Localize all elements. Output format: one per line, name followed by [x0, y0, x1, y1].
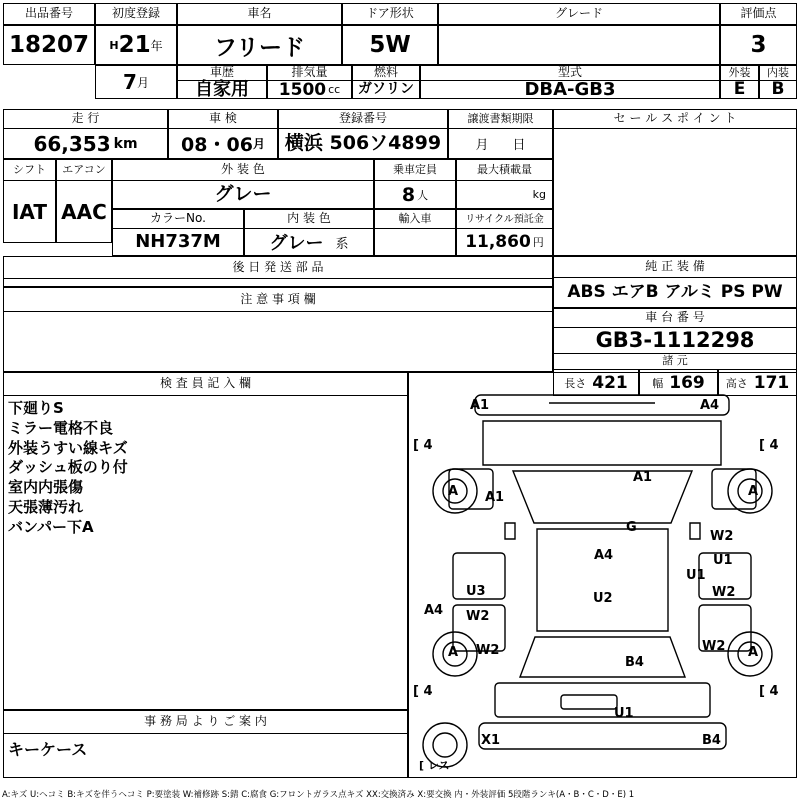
shaken-value: 08・06	[181, 134, 253, 156]
displacement-value: 1500	[278, 79, 327, 100]
caution-value	[3, 312, 553, 372]
aircon-label: エアコン	[56, 159, 112, 181]
interior-grade-value: B	[759, 81, 797, 99]
damage-mark: U1	[713, 553, 733, 568]
damage-mark: [ 4	[413, 684, 433, 699]
grade-value	[438, 25, 720, 65]
first-reg-value	[95, 25, 177, 65]
damage-mark: A1	[485, 490, 505, 505]
shaken-value-cell	[168, 129, 278, 159]
damage-mark: U1	[614, 706, 634, 721]
equipment-label: 純 正 装 備	[553, 256, 797, 278]
displacement-value-cell	[267, 81, 352, 99]
damage-mark: A4	[594, 548, 614, 563]
first-reg-month: 7	[123, 70, 137, 94]
first-reg-year-unit: 年	[150, 38, 163, 53]
door-value: 5W	[342, 25, 438, 65]
car-name-value: フリード	[177, 25, 342, 65]
exterior-color-label: 外 装 色	[112, 159, 374, 181]
damage-mark: [ 4	[413, 438, 433, 453]
lot-value: 18207	[3, 25, 95, 65]
first-reg-era: H	[109, 38, 119, 52]
interior-color-value: グレー	[269, 233, 324, 254]
damage-mark: A	[748, 645, 759, 660]
width-value: 169	[669, 372, 705, 393]
interior-color-label: 内 装 色	[244, 209, 374, 229]
model-code-label: 型式	[420, 65, 720, 81]
transfer-value-cell	[448, 129, 553, 159]
inspector-note-line: 天張薄汚れ	[8, 497, 84, 516]
reg-number-value: 横浜 506ソ4899	[278, 129, 448, 159]
seats-unit: 人	[417, 188, 429, 202]
shift-label: シフト	[3, 159, 56, 181]
seats-value: 8	[401, 183, 416, 206]
equipment-value: ABS エアB アルミ PS PW	[553, 278, 797, 308]
sales-point-label: セ ー ル ス ポ イ ン ト	[553, 109, 797, 129]
length-value: 421	[592, 372, 628, 393]
recycle-unit: 円	[532, 236, 544, 249]
damage-mark: [ 4	[759, 438, 779, 453]
mileage-value-cell	[3, 129, 168, 159]
seats-value-cell	[374, 181, 456, 209]
shaken-unit: 月	[252, 137, 265, 151]
mileage-value: 66,353	[33, 131, 111, 156]
door-label: ドア形状	[342, 3, 438, 25]
lot-label: 出品番号	[3, 3, 95, 25]
caution-label: 注 意 事 項 欄	[3, 287, 553, 312]
legend-footer: A:キズ U:ヘコミ B:キズを伴うヘコミ P:要塗装 W:補修跡 S:錆 C:腐食 G:フロントガラス点キズ XX:交換済み X:要交換 内・外装評価 5段階ランキ(A・B・C・D・E) 1	[2, 789, 635, 800]
aircon-value: AAC	[56, 181, 112, 243]
model-code-value: DBA-GB3	[420, 81, 720, 99]
first-reg-month-cell	[95, 65, 177, 99]
damage-mark: A	[448, 645, 459, 660]
inspector-note-line: 下廻りS	[8, 399, 64, 417]
height-value: 171	[753, 372, 790, 393]
max-load-value-cell	[456, 181, 553, 209]
damage-mark: W2	[702, 639, 726, 654]
inspector-note-line: 外装うすい線キズ	[8, 438, 128, 457]
color-no-value: NH737M	[112, 229, 244, 256]
damage-mark: [ 4	[759, 684, 779, 699]
damage-mark: W2	[710, 529, 734, 544]
damage-mark: G	[626, 520, 637, 535]
later-parts-value	[3, 279, 553, 287]
length-label: 長さ	[564, 376, 587, 390]
damage-mark: W2	[712, 585, 736, 600]
mileage-unit: km	[113, 135, 138, 152]
recycle-label: リサイクル預託金	[456, 209, 553, 229]
inspector-note-line: 室内内張傷	[8, 478, 84, 497]
damage-mark: W2	[476, 643, 500, 658]
import-value	[374, 229, 456, 256]
car-name-label: 車名	[177, 3, 342, 25]
recycle-value: 11,860	[465, 232, 531, 252]
damage-mark: U1	[686, 568, 706, 583]
shift-value: IAT	[3, 181, 56, 243]
interior-color-value-cell	[244, 229, 374, 256]
damage-mark: A4	[424, 603, 444, 618]
damage-mark: B4	[625, 655, 644, 670]
office-label: 事 務 局 よ り ご 案 内	[3, 710, 408, 734]
damage-mark: A1	[633, 470, 653, 485]
transfer-label: 譲渡書類期限	[448, 109, 553, 129]
damage-mark: [ レス	[419, 759, 450, 772]
damage-mark: A	[448, 484, 459, 499]
interior-color-suffix: 系	[335, 236, 349, 252]
damage-mark: U2	[593, 591, 613, 606]
exterior-color-value: グレー	[112, 181, 374, 209]
damage-mark: B4	[702, 733, 721, 748]
grade-label: グレード	[438, 3, 720, 25]
import-label: 輸入車	[374, 209, 456, 229]
inspector-note-line: ミラー電格不良	[8, 418, 114, 437]
damage-mark: X1	[481, 733, 501, 748]
damage-mark: A1	[470, 398, 490, 413]
shaken-label: 車 検	[168, 109, 278, 129]
recycle-value-cell	[456, 229, 553, 256]
transfer-day: 日	[512, 138, 526, 153]
inspector-label: 検 査 員 記 入 欄	[3, 372, 408, 396]
mileage-label: 走 行	[3, 109, 168, 129]
transfer-month: 月	[475, 138, 489, 153]
sales-point-value	[553, 129, 797, 256]
damage-mark: W2	[466, 609, 490, 624]
seats-label: 乗車定員	[374, 159, 456, 181]
first-reg-label: 初度登録	[95, 3, 177, 25]
max-load-label: 最大積載量	[456, 159, 553, 181]
history-label: 車歴	[177, 65, 267, 81]
reg-number-label: 登録番号	[278, 109, 448, 129]
exterior-grade-label: 外装	[720, 65, 759, 81]
damage-mark: U3	[466, 584, 486, 599]
damage-mark: A	[748, 484, 759, 499]
later-parts-label: 後 日 発 送 部 品	[3, 256, 553, 279]
score-label: 評価点	[720, 3, 797, 25]
score-value: 3	[720, 25, 797, 65]
office-text: キーケース	[3, 734, 408, 778]
max-load-unit: kg	[532, 188, 546, 201]
inspector-note-line: バンパー下A	[8, 517, 94, 536]
inspector-notes	[3, 396, 408, 710]
inspector-note-line: ダッシュ板のり付	[8, 458, 128, 477]
first-reg-year: 21	[118, 32, 151, 58]
car-damage-diagram	[409, 373, 796, 777]
fuel-label: 燃料	[352, 65, 420, 81]
color-no-label: カラーNo.	[112, 209, 244, 229]
chassis-value: GB3-1112298	[553, 328, 797, 354]
source-label: 諸 元	[553, 354, 797, 370]
first-reg-month-unit: 月	[136, 75, 149, 90]
interior-grade-label: 内装	[759, 65, 797, 81]
damage-diagram-panel	[408, 372, 797, 778]
displacement-label: 排気量	[267, 65, 352, 81]
displacement-unit: cc	[328, 83, 341, 96]
width-label: 幅	[652, 376, 664, 390]
height-label: 高さ	[725, 376, 748, 390]
exterior-grade-value: E	[720, 81, 759, 99]
history-value: 自家用	[177, 81, 267, 99]
chassis-label: 車 台 番 号	[553, 308, 797, 328]
fuel-value: ガソリン	[352, 81, 420, 99]
damage-mark: A4	[700, 398, 720, 413]
